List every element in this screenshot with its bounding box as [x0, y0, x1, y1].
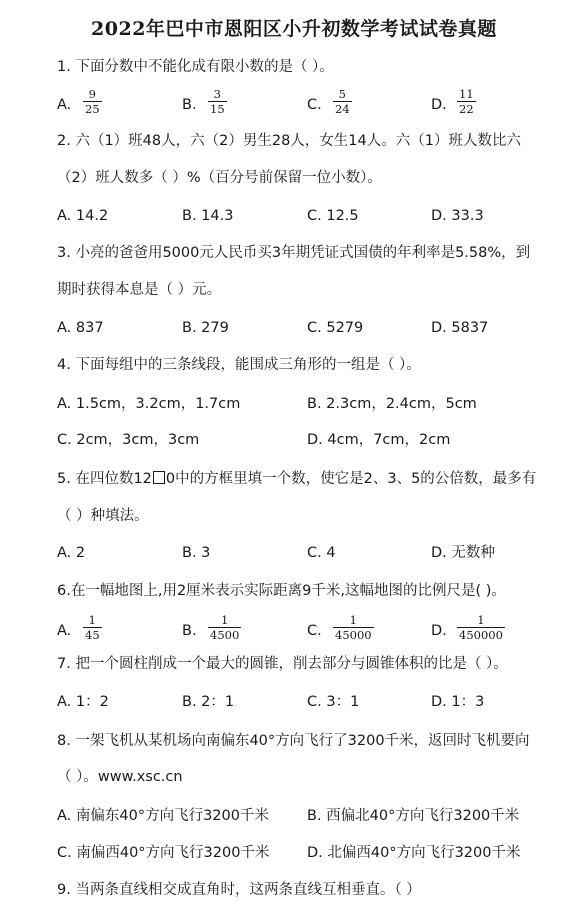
question-2-line-2: （2）班人数多（ ）%（百分号前保留一位小数）。	[57, 170, 382, 186]
q4-option-d: D. 4cm，7cm，2cm	[307, 432, 451, 448]
q8-option-a: A. 南偏东40°方向飞行3200千米	[57, 808, 269, 824]
q2-options	[57, 206, 568, 230]
page-title: 2022年巴中市恩阳区小升初数学考试试卷真题	[91, 18, 497, 40]
question-3-line-2: 期时获得本息是（ ）元。	[57, 282, 222, 298]
q5-option-b: B. 3	[182, 545, 211, 561]
q6-option-c: C. $\frac{1}{45000}$	[307, 613, 372, 642]
fraction: $\frac{11}{22}$	[459, 87, 474, 116]
q8-option-d: D. 北偏西40°方向飞行3200千米	[307, 845, 521, 861]
q5-option-c: C. 4	[307, 545, 336, 561]
question-2-line-1: 2. 六（1）班48人，六（2）男生28人，女生14人。六（1）班人数比六	[57, 133, 521, 149]
question-8-line-1: 8. 一架飞机从某机场向南偏东40°方向飞行了3200千米，返回时飞机要向	[57, 733, 530, 749]
q6-options	[57, 613, 568, 644]
question-5-line-1: 5. 在四位数12 0中的方框里填一个数，使它是2、3、5的公倍数，最多有	[57, 471, 537, 487]
q2-option-c: C. 12.5	[307, 208, 359, 224]
q7-option-d: D. 1：3	[431, 694, 485, 710]
q4-option-a: A. 1.5cm，3.2cm，1.7cm	[57, 396, 241, 412]
q2-option-a: A. 14.2	[57, 208, 109, 224]
question-9: 9. 当两条直线相交成直角时，这两条直线互相垂直。（ ）	[57, 882, 421, 898]
question-6: 6.在一幅地图上,用2厘米表示实际距离9千米,这幅地图的比例尺是( )。	[57, 583, 506, 599]
q5-option-d: D. 无数种	[431, 545, 495, 561]
q7-option-c: C. 3：1	[307, 694, 360, 710]
q4-options-row-2	[57, 430, 568, 454]
question-4: 4. 下面每组中的三条线段，能围成三角形的一组是（ ）。	[57, 357, 421, 373]
q6-option-a: A. $\frac{1}{45}$	[57, 613, 100, 642]
q2-option-b: B. 14.3	[182, 208, 234, 224]
q8-option-b: B. 西偏北40°方向飞行3200千米	[307, 808, 520, 824]
question-5-line-2: （ ）种填法。	[57, 508, 149, 524]
q3-option-c: C. 5279	[307, 320, 364, 336]
blank-box-icon	[153, 471, 165, 484]
question-8-line-2: （ ）。www.xsc.cn	[57, 769, 183, 785]
q1-option-c: C. $\frac{5}{24}$	[307, 87, 350, 116]
fraction: $\frac{1}{450000}$	[459, 613, 503, 642]
q2-option-d: D. 33.3	[431, 208, 484, 224]
question-1: 1. 下面分数中不能化成有限小数的是（ ）。	[57, 59, 334, 75]
q1-option-b: B. $\frac{3}{15}$	[182, 87, 225, 116]
q3-options	[57, 318, 568, 342]
q3-option-b: B. 279	[182, 320, 229, 336]
q4-option-b: B. 2.3cm，2.4cm，5cm	[307, 396, 477, 412]
question-7: 7. 把一个圆柱削成一个最大的圆锥，削去部分与圆锥体积的比是（ ）。	[57, 656, 508, 672]
q3-option-d: D. 5837	[431, 320, 489, 336]
q4-option-c: C. 2cm，3cm，3cm	[57, 432, 200, 448]
q8-option-c: C. 南偏西40°方向飞行3200千米	[57, 845, 270, 861]
q8-options-row-2	[57, 843, 568, 867]
fraction: $\frac{5}{24}$	[335, 87, 350, 116]
fraction: $\frac{1}{45000}$	[335, 613, 372, 642]
q7-option-b: B. 2：1	[182, 694, 235, 710]
q1-option-d: D. $\frac{11}{22}$	[431, 87, 474, 116]
q8-options-row-1	[57, 806, 568, 830]
q5-options	[57, 543, 568, 567]
q5-option-a: A. 2	[57, 545, 86, 561]
q7-option-a: A. 1：2	[57, 694, 109, 710]
q4-options-row-1	[57, 394, 568, 418]
q6-option-d: D. $\frac{1}{450000}$	[431, 613, 503, 642]
q1-options	[57, 87, 568, 118]
fraction: $\frac{9}{25}$	[85, 87, 100, 116]
q6-option-b: B. $\frac{1}{4500}$	[182, 613, 240, 642]
fraction: $\frac{1}{4500}$	[210, 613, 240, 642]
question-3-line-1: 3. 小亮的爸爸用5000元人民币买3年期凭证式国债的年利率是5.58%，到	[57, 245, 531, 261]
q1-option-a: A. $\frac{9}{25}$	[57, 87, 100, 116]
q7-options	[57, 692, 568, 716]
fraction: $\frac{1}{45}$	[85, 613, 100, 642]
fraction: $\frac{3}{15}$	[210, 87, 225, 116]
q3-option-a: A. 837	[57, 320, 104, 336]
